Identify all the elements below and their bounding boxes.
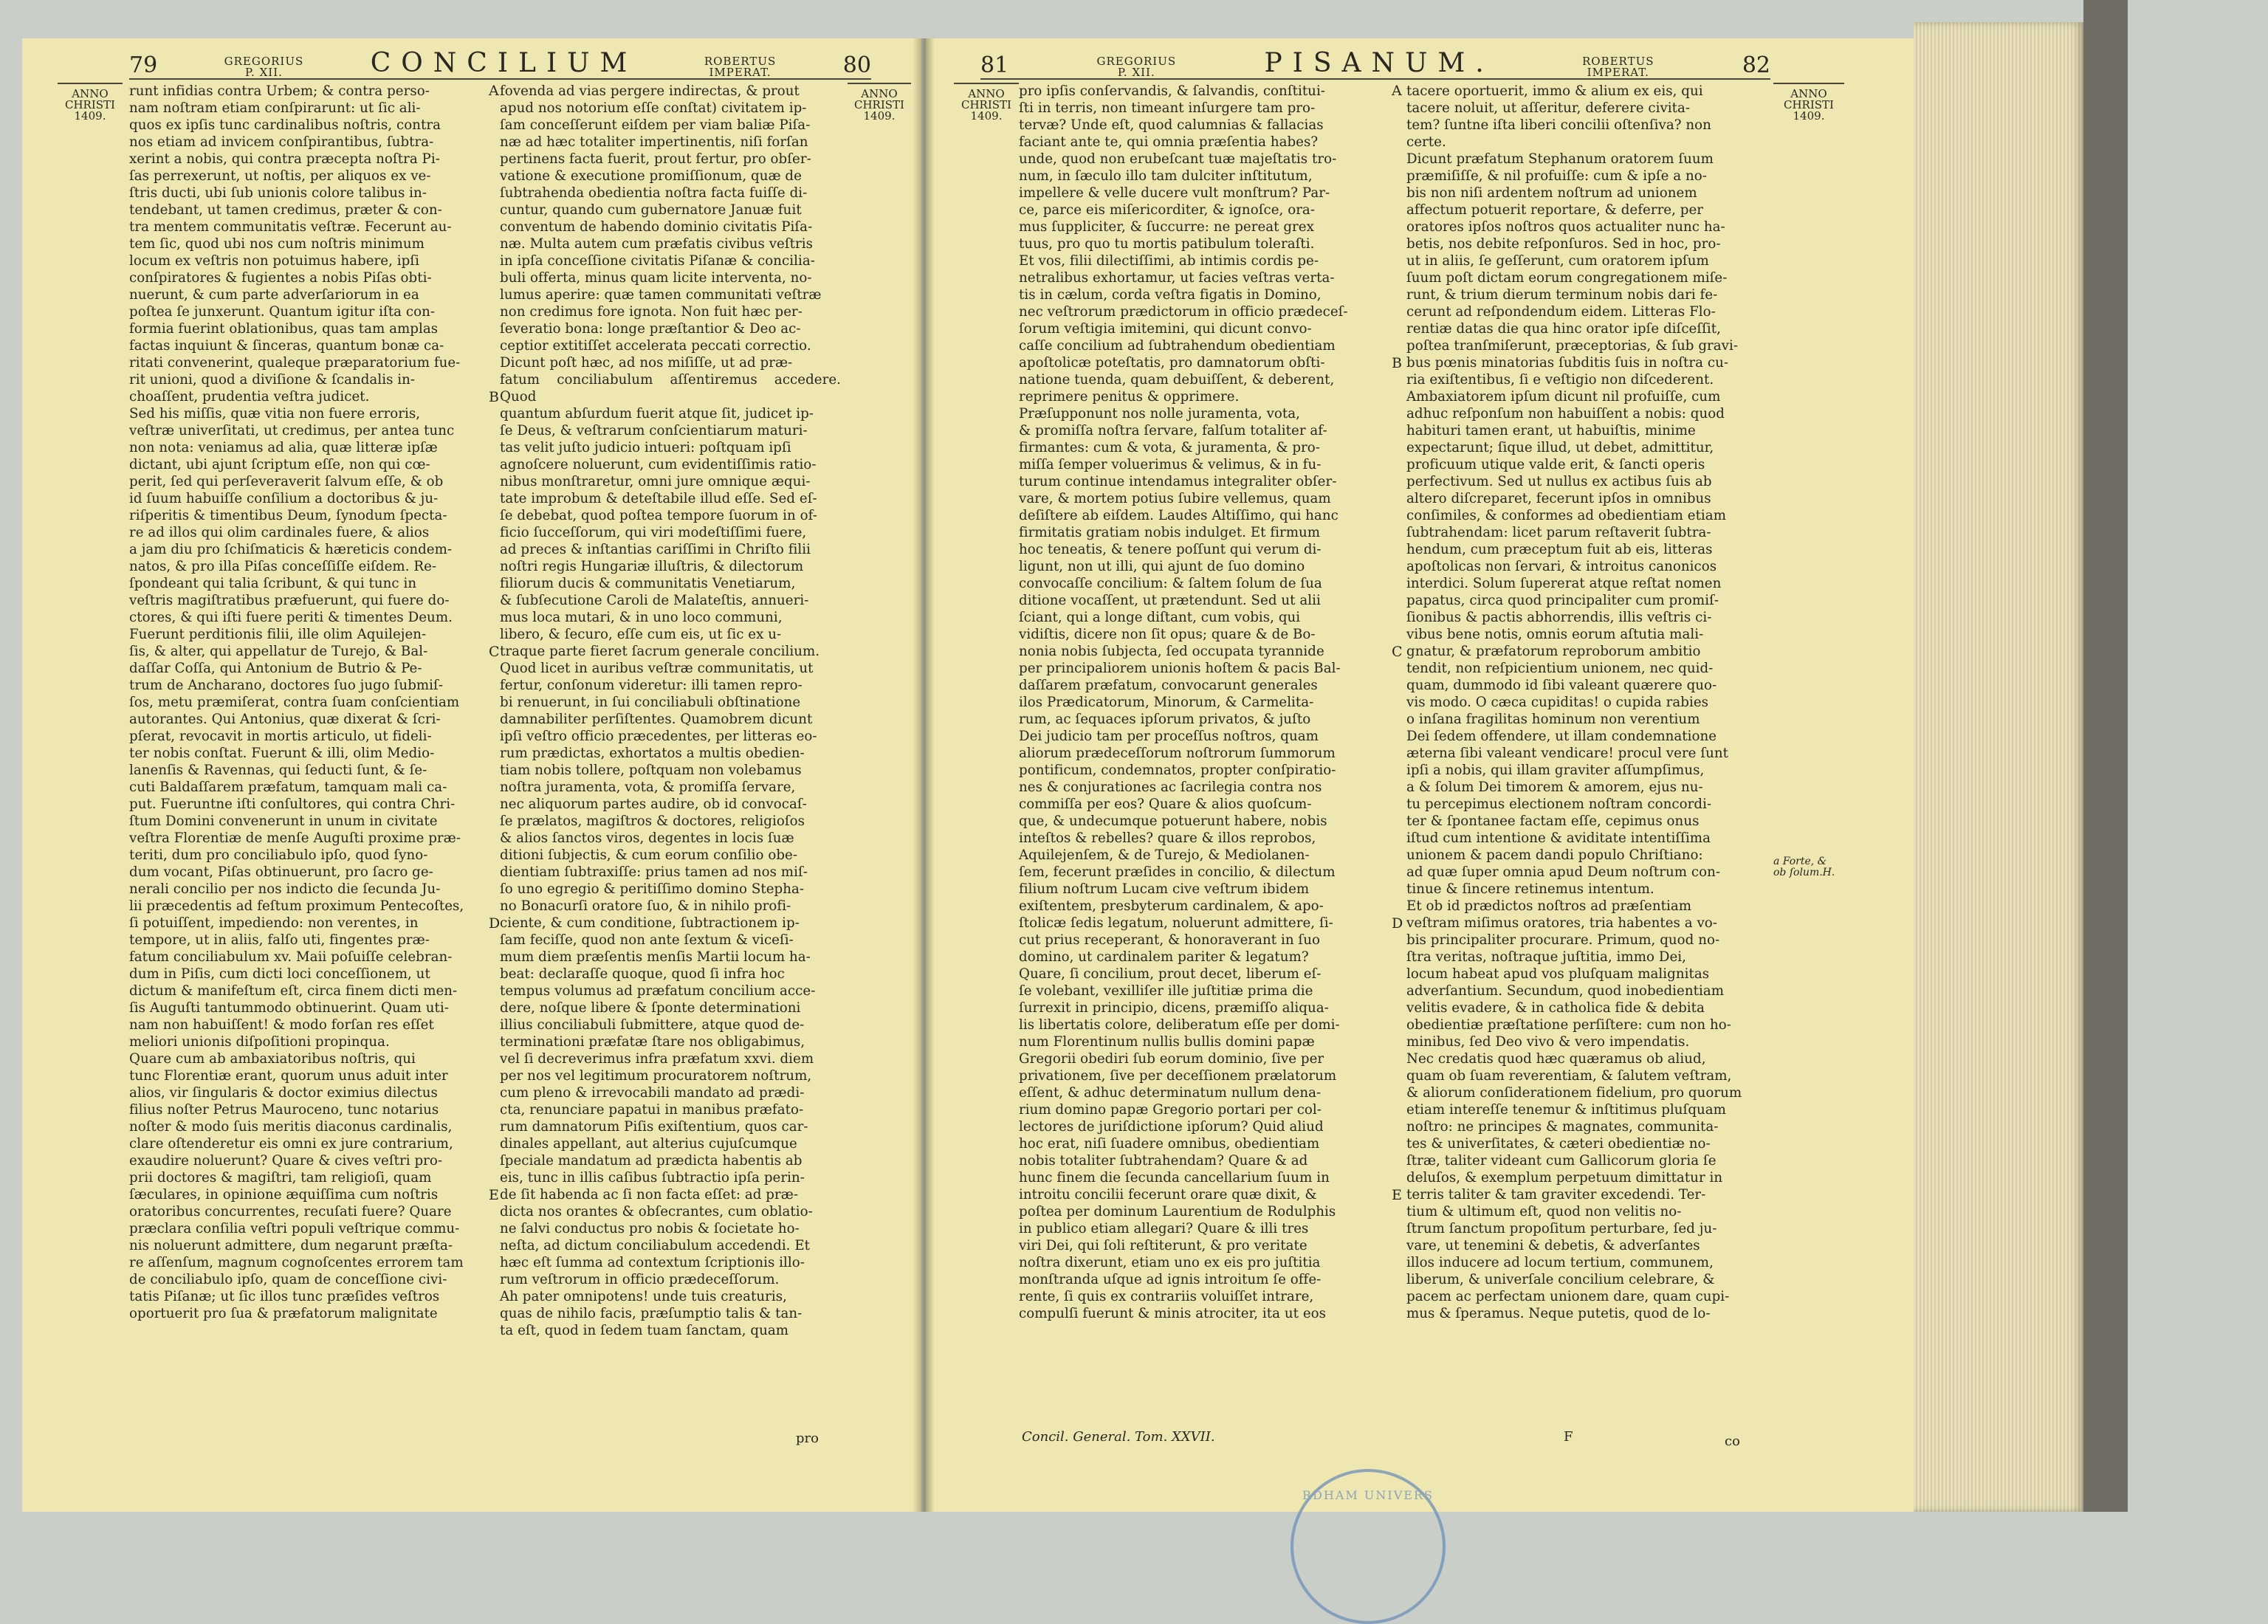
page-title: PISANUM. [1264, 48, 1494, 78]
text-column: fovenda ad vias pergere indirectas, & prout apud nos notorium eſſe conſtat) civitatem ip- ſam conceſſerunt eiſdem per viam baliæ Piſa- næ ad hæc totaliter impertinentis, niſi forſan pertinens facta fuerit, prout fertur, pro obſer- vatione & executione promiſſionum, quæ de ſubtrahenda obedientia noſtra facta fuiſſe di- cuntur, quando cum gubernatore Januæ fuit conventum de habendo dominio civitatis Piſa- næ. Multa autem cum præfatis civibus veſtris in ipſa conceſſione civitatis Piſanæ & concilia- buli offerta, minus quam licite interventa, no- lumus aperire: quæ tamen communitati veſtræ non credimus fore ignota. Non fuit hæc per- ſeveratio bona: longe præſtantior & Deo ac- ceptior extitiſſet accelerata peccati correctio. Dicunt poſt hæc, ad nos miſiſſe, ut ad præ- fatum conciliabulum aſſentiremus accedere. Quod quantum abſurdum fuerit atque ſit, judicet ip- ſe Deus, & veſtrarum conſcientiarum maturi- tas velit juſto judicio intueri: poſtquam ipſi agnoſcere noluerunt, cum evidentiſſimis ratio- nibus monſtraretur, omni jure omnique æqui- tate improbum & deteſtabile illud eſſe. Sed eſ- ſe debebat, quod poſtea tempore ſuorum in of- ficio ſucceſſorum, qui viri modeſtiſſimi fuere, ad preces & inſtantias cariſſimi in Chriſto filii noſtri regis Hungariæ illuſtris, & dilectorum filiorum ducis & communitatis Venetiarum, & ſubſecutione Caroli de Malateſtis, annueri- mus loca mutari, & in uno loco communi, libero, & ſecuro, eſſe cum eis, ut ſic ex u- traque parte fieret ſacrum generale concilium. Quod licet in auribus veſtræ communitatis, ut fertur, conſonum videretur: illi tamen repro- bi renuerunt, in ſui conciliabuli obſtinatione damnabiliter perſiſtentes. Quamobrem dicunt ipſi veſtro officio præcedentes, per litteras eo- rum prædictas, exhortatos a multis obedien- tiam nobis tollere, poſtquam non volebamus noſtra juramenta, vota, & promiſſa ſervare, nec aliquorum partes audire, ob id convocaſ- ſe prælatos, magiſtros & doctores, religioſos & alios ſanctos viros, degentes in locis ſuæ ditioni ſubjectis, & cum eorum conſilio obe- dientiam ſubtraxiſſe: prius tamen ad nos miſ- ſo uno egregio & peritiſſimo domino Stepha- no Bonacurſi oratore ſuo, & in nihilo profi- ciente, & cum conditione, ſubtractionem ip- ſam feciſſe, quod non ante ſextum & viceſi- mum diem præſentis menſis Martii locum ha- beat: declaraſſe quoque, quod ſi infra hoc tempus volumus ad præfatum concilium acce- dere, noſque libere & ſponte determinationi illius conciliabuli ſubmittere, atque quod de- terminationi præfatæ ſtare nos obligabimus, vel ſi decreverimus infra præfatum xxvi. diem per nos vel legitimum procuratorem noſtrum, cum pleno & irrevocabili mandato ad prædi- cta, renunciare papatui in manibus præfato- rum damnatorum Piſis exiſtentium, quos car- dinales appellant, aut alterius cujuſcumque ſpeciale mandatum ad prædicta habentis ab eis, tunc in illis caſibus ſubtractio ipſa perin- de ſit habenda ac ſi non facta eſſet: ad præ- dicta nos orantes & obſecrantes, cum oblatio- ne ſalvi conductus pro nobis & ſocietate ho- neſta, ad dictum conciliabulum accedendi. Et hæc eſt ſumma ad contextum ſcriptionis illo- rum veſtrorum in officio prædeceſſorum. Ah pater omnipotens! unde tuis creaturis, quas de nihilo facis, præſumptio talis & tan- ta eſt, quod in ſedem tuam ſanctam, quam [500, 83, 841, 1338]
margin-text: CHRISTI [1784, 98, 1834, 111]
book-gutter [913, 38, 935, 1512]
margin-text: ANNO [1790, 87, 1827, 100]
margin-text: CHRISTI [854, 98, 904, 111]
section-letter: E [489, 1187, 499, 1203]
running-head-pope [224, 56, 304, 78]
head-name: ROBERTUS [1581, 55, 1654, 68]
head-title: P. XII. [1117, 66, 1155, 79]
book-cover [2083, 0, 2128, 1512]
year-margin-note [954, 83, 1019, 122]
margin-text: ANNO [968, 87, 1005, 100]
text-column: tacere oportuerit, immo & alium ex eis, qui tacere noluit, ut aſſeritur, deferere civita- tem? ſuntne iſta liberi concilii oſtenſiva? non certe. Dicunt præfatum Stephanum oratorem ſuum præmiſiſſe, & nil profuiſſe: cum & ipſe a no- bis non niſi ardentem noſtrum ad unionem affectum potuerit reportare, & deferre, per oratores ipſos noſtros quos actualiter nunc ha- betis, nos debite reſponſuros. Sed in hoc, pro- ut in aliis, ſe geſſerunt, cum oratorem ipſum ſuum poſt dictam eorum congregationem miſe- runt, & trium dierum terminum nobis dari fe- cerunt ad reſpondendum eidem. Litteras Flo- rentiæ datas die qua hinc orator ipſe diſceſſit, poſtea tranſmiſerunt, præceptorias, & ſub gravi- bus pœnis minatorias ſubditis ſuis in noſtra cu- ria exiſtentibus, ſi e veſtigio non diſcederent. Ambaxiatorem ipſum dicunt nil profuiſſe, cum adhuc reſponſum non habuiſſent a nobis: quod habituri tamen erant, ut habuiſtis, minime expectarunt; ſique illud, ut debet, admittitur, proficuum utique valde erit, & ſancti operis perfectivum. Sed ut nullus ex actibus ſuis ab altero diſcreparet, fecerunt ipſos in omnibus conſimiles, & conformes ad obedientiam etiam ſubtrahendam: licet parum reſtaverit ſubtra- hendum, cum præceptum fuit ab eis, litteras apoſtolicas non ſervari, & introitus canonicos interdici. Solum ſupererat atque reſtat nomen papatus, circa quod principaliter cum promiſ- ſionibus & pactis abhorrendis, illis veſtris ci- vibus bene notis, omnis eorum aſtutia mali- gnatur, & præfatorum reproborum ambitio tendit, non reſpicientium unionem, nec quid- quam, dummodo id ſibi valeant quærere quo- vis modo. O cæca cupiditas! o cupida rabies o inſana fragilitas hominum non verentium Dei ſedem offendere, ut illam condemnatione æterna ſibi valeant vendicare! procul vere ſunt ipſi a nobis, qui illam graviter aſſumpſimus, a & ſolum Dei timorem & amorem, ejus nu- tu percepimus electionem noſtram concordi- ter & ſpontanee factam eſſe, cepimus onus iſtud cum intentione & aviditate intentiſſima unionem & pacem dandi populo Chriſtiano: ad quæ ſuper omnia apud Deum noſtrum con- tinue & ſincere retinemus intentum. Et ob id prædictos noſtros ad præſentiam veſtram miſimus oratores, tria habentes a vo- bis principaliter procurare. Primum, quod no- ſtra veritas, noſtraque juſtitia, immo Dei, locum habeat apud vos pluſquam malignitas adverſantium. Secundum, quod inobedientiam velitis evadere, & in catholica fide & debita obedientiæ præſtatione perſiſtere: cum non ho- minibus, ſed Deo vivo & vero impendatis. Nec credatis quod hæc quæramus ob aliud, quam ob ſuam reverentiam, & ſalutem veſtram, & aliorum conſiderationem fidelium, pro quorum etiam intereſſe tenemur & inſtitimus pluſquam noſtro: ne principes & magnates, communita- tes & univerſitates, & cæteri obedientiæ no- ſtræ, taliter videant cum Gallicorum gloria ſe deluſos, & exemplum perpetuum dimittatur in terris taliter & tam graviter excedendi. Ter- tium & ultimum eſt, quod non velitis no- ſtrum ſanctum propoſitum perturbare, ſed ju- vare, ut tenemini & debetis, & adverſantes illos inducere ad locum tertium, communem, liberum, & univerſale concilium celebrare, & pacem ac perfectam unionem dare, quam cupi- mus & ſperamus. Neque putetis, quod de lo- [1406, 83, 1742, 1321]
margin-text: CHRISTI [65, 98, 115, 111]
volume-footer: Concil. General. Tom. XXVII. [1022, 1429, 1215, 1445]
page-title: CONCILIUM [370, 48, 638, 78]
page-number: 82 [1742, 52, 1770, 78]
year-margin-note [58, 83, 123, 122]
margin-text: 1409. [74, 109, 106, 123]
year-margin-note [848, 83, 911, 122]
margin-text: 1409. [970, 109, 1003, 123]
text-column: runt infidias contra Urbem; & contra perso- nam noſtram etiam conſpirarunt: ut ſic ali- quos ex ipſis tunc cardinalibus noſtris, contra nos etiam ad invicem conſpirantibus, ſubtra- xerint a nobis, qui contra præcepta noſtra Pi- ſas perrexerunt, ut noſtis, per aliquos ex ve- ſtris ducti, ubi ſub unionis colore talibus in- tendebant, ut tamen credimus, præter & con- tra mentem communitatis veſtræ. Fecerunt au- tem ſic, quod ubi nos cum noſtris minimum locum ex veſtris non potuimus habere, ipſi conſpiratores & fugientes a nobis Piſas obti- nuerunt, & cum parte adverſariorum in ea poſtea ſe junxerunt. Quantum igitur iſta con- formia fuerint oblationibus, quas tam amplas factas inquiunt & ſinceras, quantum bonæ ca- ritati convenerint, qualeque præparatorium fue- rit unioni, quod a diviſione & ſcandalis in- choaſſent, prudentia veſtra judicet. Sed his miſſis, quæ vitia non fuere erroris, veſtræ univerſitati, ut credimus, per antea tunc non nota: veniamus ad alia, quæ litteræ ipſæ dictant, ubi ajunt ſcriptum eſſe, non qui cœ- perit, ſed qui perſeveraverit ſalvum eſſe, & ob id ſuum habuiſſe conſilium a doctoribus & ju- riſperitis & timentibus Deum, ſynodum ſpecta- re ad illos qui olim cardinales fuere, & alios a jam diu pro ſchiſmaticis & hæreticis condem- natos, & pro illa Piſas conceſſiſſe eiſdem. Re- ſpondeant qui talia ſcribunt, & qui tunc in veſtris magiſtratibus præfuerunt, qui fuere do- ctores, & qui iſti fuere periti & timentes Deum. Fuerunt perditionis filii, ille olim Aquilejen- ſis, & alter, qui appellatur de Turejo, & Bal- daſſar Coſſa, qui Antonium de Butrio & Pe- trum de Ancharano, doctores ſuo jugo ſubmiſ- ſos, metu præmiſerat, contra ſuam conſcientiam autorantes. Qui Antonius, quæ dixerat & ſcri- pſerat, revocavit in mortis articulo, ut fideli- ter nobis conſtat. Fuerunt & illi, olim Medio- lanenſis & Ravennas, qui ſeducti ſunt, & ſe- cuti Baldaſſarem præfatum, tamquam mali ca- put. Fueruntne iſti conſultores, qui contra Chri- ſtum Domini convenerunt in unum in civitate veſtra Florentiæ de menſe Auguſti proxime præ- teriti, dum pro conciliabulo ipſo, quod ſyno- dum vocant, Piſas obtinuerunt, pro ſacro ge- nerali concilio per nos indicto die ſecunda Ju- lii præcedentis ad feſtum proximum Pentecoſtes, ſi potuiſſent, impediendo: non verentes, in tempore, ut in aliis, falſo uti, fingentes præ- fatum conciliabulum xv. Maii poſuiſſe celebran- dum in Piſis, cum dicti loci conceſſionem, ut dictum & manifeſtum eſt, circa finem dicti men- ſis Auguſti tantummodo obtinuerint. Quam uti- nam non habuiſſent! & modo forſan res eſſet meliori unionis diſpoſitioni propinqua. Quare cum ab ambaxiatoribus noſtris, qui tunc Florentiæ erant, quorum unus aduit inter alios, vir ſingularis & doctor eximius dilectus filius noſter Petrus Mauroceno, tunc notarius noſter & modo ſuis meritis diaconus cardinalis, clare oſtenderetur eis omni ex jure contrarium, exaudire noluerunt? Quare & cives veſtri pro- prii doctores & magiſtri, tam religioſi, quam ſæculares, in opinione æquiſſima cum noſtris oratoribus concurrentes, recuſati fuere? Quare præclara conſilia veſtri populi veſtrique commu- nis noluerunt admittere, dum negarunt præſta- re aſſenſum, magnum cognoſcentes errorem tam de conciliabulo ipſo, quam de conceſſione civi- tatis Piſanæ; ut ſic illos tunc præſides veſtros oportuerit pro ſua & præfatorum malignitate [129, 83, 464, 1321]
margin-rule [1773, 83, 1844, 84]
section-letter: C [1392, 644, 1403, 660]
margin-rule [848, 83, 911, 84]
section-letter: B [1392, 355, 1402, 371]
margin-text: 1409. [863, 109, 896, 123]
margin-text: CHRISTI [961, 98, 1011, 111]
margin-rule [954, 83, 1019, 84]
margin-rule [58, 83, 123, 84]
catchword: pro [796, 1431, 819, 1446]
head-title: P. XII. [245, 66, 283, 79]
head-name: GREGORIUS [224, 55, 304, 68]
margin-text: ANNO [861, 87, 898, 100]
marginal-note [1773, 856, 1855, 878]
note-line: a Forte, & [1773, 856, 1827, 867]
signature-mark: F [1564, 1429, 1573, 1445]
section-letter: D [1392, 915, 1403, 932]
page-number: 80 [842, 52, 871, 78]
text-column: pro ipſis conſervandis, & ſalvandis, conſtitui- ſti in terris, non timeant inſurgere tam pro- tervæ? Unde eſt, quod calumnias & fallacias faciant ante te, qui omnia præſentia habes? unde, quod non erubeſcant tuæ majeſtatis tro- num, in ſæculo illo tam dulciter inſtitutum, impellere & velle ducere vult monſtrum? Par- ce, parce eis miſericorditer, & ignoſce, ora- mus ſuppliciter, & ſuccurre: ne pereat grex tuus, pro quo tu mortis patibulum toleraſti. Et vos, filii dilectiſſimi, ab intimis cordis pe- netralibus exhortamur, ut facies veſtras verta- tis in cælum, corda veſtra figatis in Domino, nec veſtrorum prædictorum in officio prædeceſ- ſorum veſtigia imitemini, qui dicunt convo- caſſe concilium ad ſubtrahendum obedientiam apoſtolicæ poteſtatis, pro damnatorum obſti- natione tuenda, quam debuiſſent, & deberent, reprimere penitus & opprimere. Præſupponunt nos nolle juramenta, vota, & promiſſa noſtra ſervare, falſum totaliter af- firmantes: cum & vota, & juramenta, & pro- miſſa ſemper voluerimus & velimus, & in fu- turum continue intendamus integraliter obſer- vare, & mortem potius ſubire vellemus, quam deſiſtere ab eiſdem. Laudes Altiſſimo, qui hanc firmitatis gratiam nobis indulget. Et firmum hoc teneatis, & tenere poſſunt qui verum di- ligunt, non ut illi, qui ajunt de ſuo domino convocaſſe concilium: & ſaltem ſolum de ſua ditione vocaſſent, ut prætendunt. Sed ut alii ſciant, qui a longe diſtant, cum vobis, qui vidiſtis, dicere non ſit opus; quare & de Bo- nonia nobis ſubjecta, ſed occupata tyrannide per principaliorem unionis hoſtem & pacis Bal- daſſarem præfatum, convocarunt generales ilos Prædicatorum, Minorum, & Carmelita- rum, ac ſequaces ipſorum privatos, & juſto Dei judicio tam per proceſſus noſtros, quam aliorum prædeceſſorum noſtrorum ſummorum pontificum, condemnatos, propter conſpiratio- nes & conjurationes ac ſacrilegia contra nos commiſſa per eos? Quare & alios quoſcum- que, & undecumque potuerunt habere, nobis inteſtos & rebelles? quare & illos reprobos, Aquilejenſem, & de Turejo, & Mediolanen- ſem, fecerunt præſides in concilio, & dilectum filium noſtrum Lucam cive veſtrum ibidem exiſtentem, presbyterum cardinalem, & apo- ſtolicæ ſedis legatum, noluerunt admittere, ſi- cut prius receperant, & honoraverant in ſuo domino, ut cardinalem pariter & legatum? Quare, ſi concilium, prout decet, liberum eſ- ſe volebant, vexilliſer ille juſtitiæ prima die ſurrexit in principio, dicens, præmiſſo aliqua- lis libertatis colore, deliberatum eſſe per domi- num Florentinum nullis bullis domini papæ Gregorii obediri ſub eorum dominio, ſive per privationem, ſive per deceſſionem prælatorum eſſent, & adhuc determinatum nullum dena- rium domino papæ Gregorio portari per col- lectores de juriſdictione ipſorum? Quid aliud hoc erat, niſi ſuadere omnibus, obedientiam nobis totaliter ſubtrahendam? Quare & ad hunc finem die ſecunda cancellarium ſuum in introitu concilii fecerunt orare quæ dixit, & poſtea per dominum Laurentium de Rodulphis in publico etiam allegari? Quare & illi tres viri Dei, qui ſoli reſtiterunt, & pro veritate noſtra dixerunt, etiam uno ex eis pro juſtitia monſtranda uſque ad ignis introitum ſe offe- rente, ſi quis ex contrariis voluiſſet intrare, compulſi fuerunt & minis atrociter, ita ut eos [1019, 83, 1348, 1321]
section-letter: D [489, 915, 501, 932]
head-title: IMPERAT. [709, 66, 772, 79]
margin-text: 1409. [1793, 109, 1825, 123]
catchword: co [1725, 1434, 1740, 1449]
library-stamp [1291, 1469, 1446, 1624]
running-head-emperor [704, 56, 777, 78]
head-name: GREGORIUS [1096, 55, 1177, 68]
section-letter: B [489, 389, 499, 405]
margin-text: ANNO [72, 87, 109, 100]
section-letter: E [1392, 1187, 1402, 1203]
page-edges [1914, 22, 2083, 1512]
section-letter: A [1392, 83, 1402, 99]
head-name: ROBERTUS [704, 55, 777, 68]
right-running-header [980, 46, 1770, 80]
head-title: IMPERAT. [1587, 66, 1649, 79]
running-head-pope [1096, 56, 1176, 78]
section-letter: A [489, 83, 499, 99]
left-running-header [129, 46, 871, 80]
page-number: 81 [980, 52, 1009, 78]
year-margin-note [1773, 83, 1844, 122]
note-line: ob ſolum.H. [1773, 867, 1835, 878]
running-head-emperor [1582, 56, 1654, 78]
section-letter: C [489, 644, 500, 660]
stamp-text: RDHAM UNIVERS [1302, 1488, 1434, 1502]
page-number: 79 [129, 52, 158, 78]
